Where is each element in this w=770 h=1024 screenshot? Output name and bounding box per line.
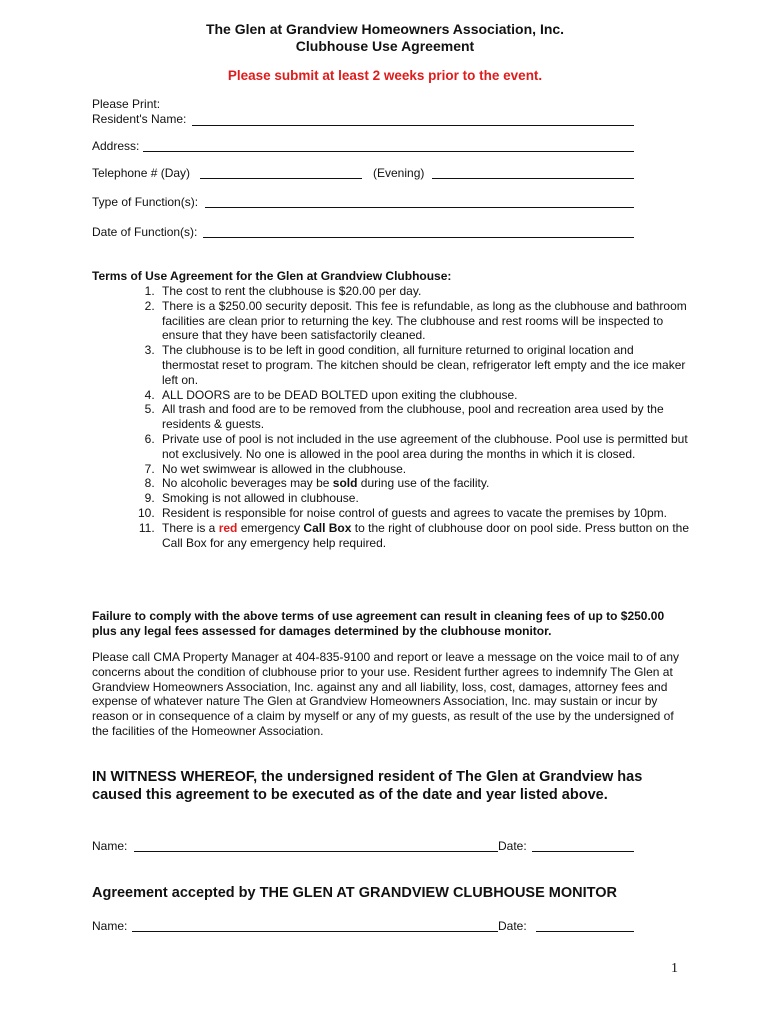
resident-signature-name-label: Name:: [92, 839, 128, 853]
terms-heading: Terms of Use Agreement for the Glen at Grandview Clubhouse:: [92, 269, 452, 283]
telephone-day-field[interactable]: [200, 178, 362, 179]
resident-signature-date-label: Date:: [498, 839, 527, 853]
address-field[interactable]: [143, 151, 634, 152]
terms-item: 5. All trash and food are to be removed from the clubhouse, pool and recreation area used by the residents & guests.: [158, 402, 692, 432]
page-number: 1: [671, 961, 678, 976]
document-subtitle: Clubhouse Use Agreement: [295, 38, 475, 54]
witness-statement: IN WITNESS WHEREOF, the undersigned resident of The Glen at Grandview has caused this agreement to be executed as of the date and year listed above.: [92, 769, 643, 803]
terms-item: 7. No wet swimwear is allowed in the clubhouse.: [158, 462, 692, 477]
resident-signature-name-field[interactable]: [134, 851, 498, 852]
document-title: The Glen at Grandview Homeowners Association, Inc.: [205, 21, 565, 37]
monitor-signature-date-field[interactable]: [536, 931, 634, 932]
terms-item: 11. There is a red emergency Call Box to the right of clubhouse door on pool side. Press button on the Call Box for any emergency help required.: [158, 521, 692, 551]
monitor-signature-name-label: Name:: [92, 919, 128, 933]
telephone-day-label: Telephone # (Day): [92, 166, 191, 180]
terms-item: 8. No alcoholic beverages may be sold during use of the facility.: [158, 476, 692, 491]
telephone-evening-label: (Evening): [373, 166, 425, 180]
date-of-function-field[interactable]: [203, 237, 634, 238]
failure-warning: Failure to comply with the above terms of use agreement can result in cleaning fees of up to $250.00 plus any legal fees assessed for damages determined by the clubhouse monitor.: [92, 609, 665, 638]
telephone-evening-field[interactable]: [432, 178, 634, 179]
submit-notice: Please submit at least 2 weeks prior to the event.: [227, 68, 543, 83]
resident-name-field[interactable]: [192, 125, 634, 126]
terms-item: 6. Private use of pool is not included in the use agreement of the clubhouse. Pool use is permitted but not exclusively. No one is allowed in the pool area during the months in which it is closed.: [158, 432, 692, 462]
terms-item: 4. ALL DOORS are to be DEAD BOLTED upon exiting the clubhouse.: [158, 388, 692, 403]
resident-name-label: Resident's Name:: [92, 112, 187, 126]
terms-item: 9. Smoking is not allowed in clubhouse.: [158, 491, 692, 506]
type-of-function-label: Type of Function(s):: [92, 195, 199, 209]
monitor-signature-name-field[interactable]: [132, 931, 498, 932]
type-of-function-field[interactable]: [205, 207, 634, 208]
terms-item: 1. The cost to rent the clubhouse is $20.00 per day.: [158, 284, 692, 299]
date-of-function-label: Date of Function(s):: [92, 225, 198, 239]
monitor-signature-date-label: Date:: [498, 919, 527, 933]
monitor-acceptance-heading: Agreement accepted by THE GLEN AT GRANDVIEW CLUBHOUSE MONITOR: [92, 885, 618, 901]
terms-list: [92, 284, 692, 550]
address-label: Address:: [92, 139, 140, 153]
terms-item: 3. The clubhouse is to be left in good condition, all furniture returned to original location and thermostat reset to program. The kitchen should be clean, refrigerator left empty and the ice maker left on.: [158, 343, 692, 387]
please-print-label: Please Print:: [92, 97, 161, 111]
resident-signature-date-field[interactable]: [532, 851, 634, 852]
terms-item: 10. Resident is responsible for noise control of guests and agrees to vacate the premises by 10pm.: [158, 506, 692, 521]
terms-item: 2. There is a $250.00 security deposit. This fee is refundable, as long as the clubhouse and bathroom facilities are clean prior to returning the key. The clubhouse and rest rooms will be inspected to ensure that they have been satisfactorily cleaned.: [158, 299, 692, 343]
indemnify-paragraph: Please call CMA Property Manager at 404-835-9100 and report or leave a message on the voice mail to of any concerns about the condition of clubhouse prior to your use. Resident further agrees to indemnify The Glen at Grandview Homeowners Association, Inc. against any and all liability, loss, cost, damages, attorney fees and expense of whatever nature The Glen at Grandview Homeowners Association, Inc. may sustain or incur by reason or in consequence of a claim by myself or any of my guests, as result of the use by the undersigned of the facilities of the Homeowner Association.: [92, 650, 679, 738]
